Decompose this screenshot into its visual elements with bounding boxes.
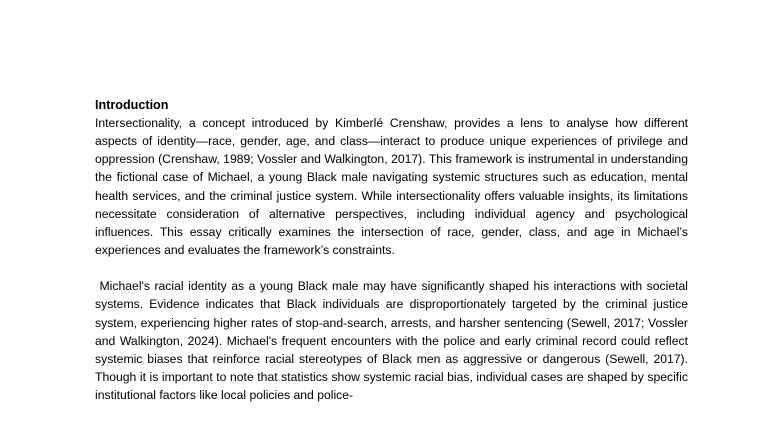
paragraph-introduction: Intersectionality, a concept introduced by Kimberlé Crenshaw, provides a lens to analyse how different aspects of identity—race, gender, age, and class—interact to produce unique experiences of privilege and oppression (Crenshaw, 1989; Vossler and Walkington, 2017). This framework is instrumental in understanding the fictional case of Michael, a young Black male navigating systemic structures such as education, mental health services, and the criminal justice system. While intersectionality offers valuable insights, its limitations necessitate consideration of alternative perspectives, including individual agency and psychological influences. This essay critically examines the intersection of race, gender, class, and age in Michael’s experiences and evaluates the framework’s constraints. bbox=[95, 116, 688, 258]
paragraph-racial-identity: Michael's racial identity as a young Black male may have significantly shaped his interactions with societal systems. Evidence indicates that Black individuals are disproportionately targeted by the criminal justice system, experiencing higher rates of stop-and-search, arrests, and harsher sentencing (Sewell, 2017; Vossler and Walkington, 2024). Michael's frequent encounters with the police and early criminal record could reflect systemic biases that reinforce racial stereotypes of Black men as aggressive or dangerous (Sewell, 2017). Though it is important to note that statistics show systemic racial bias, individual cases are shaped by specific institutional factors like local policies and police- bbox=[95, 279, 692, 403]
section-heading: Introduction bbox=[95, 98, 169, 112]
document-body bbox=[95, 96, 692, 404]
paragraph-spacer bbox=[95, 259, 688, 277]
